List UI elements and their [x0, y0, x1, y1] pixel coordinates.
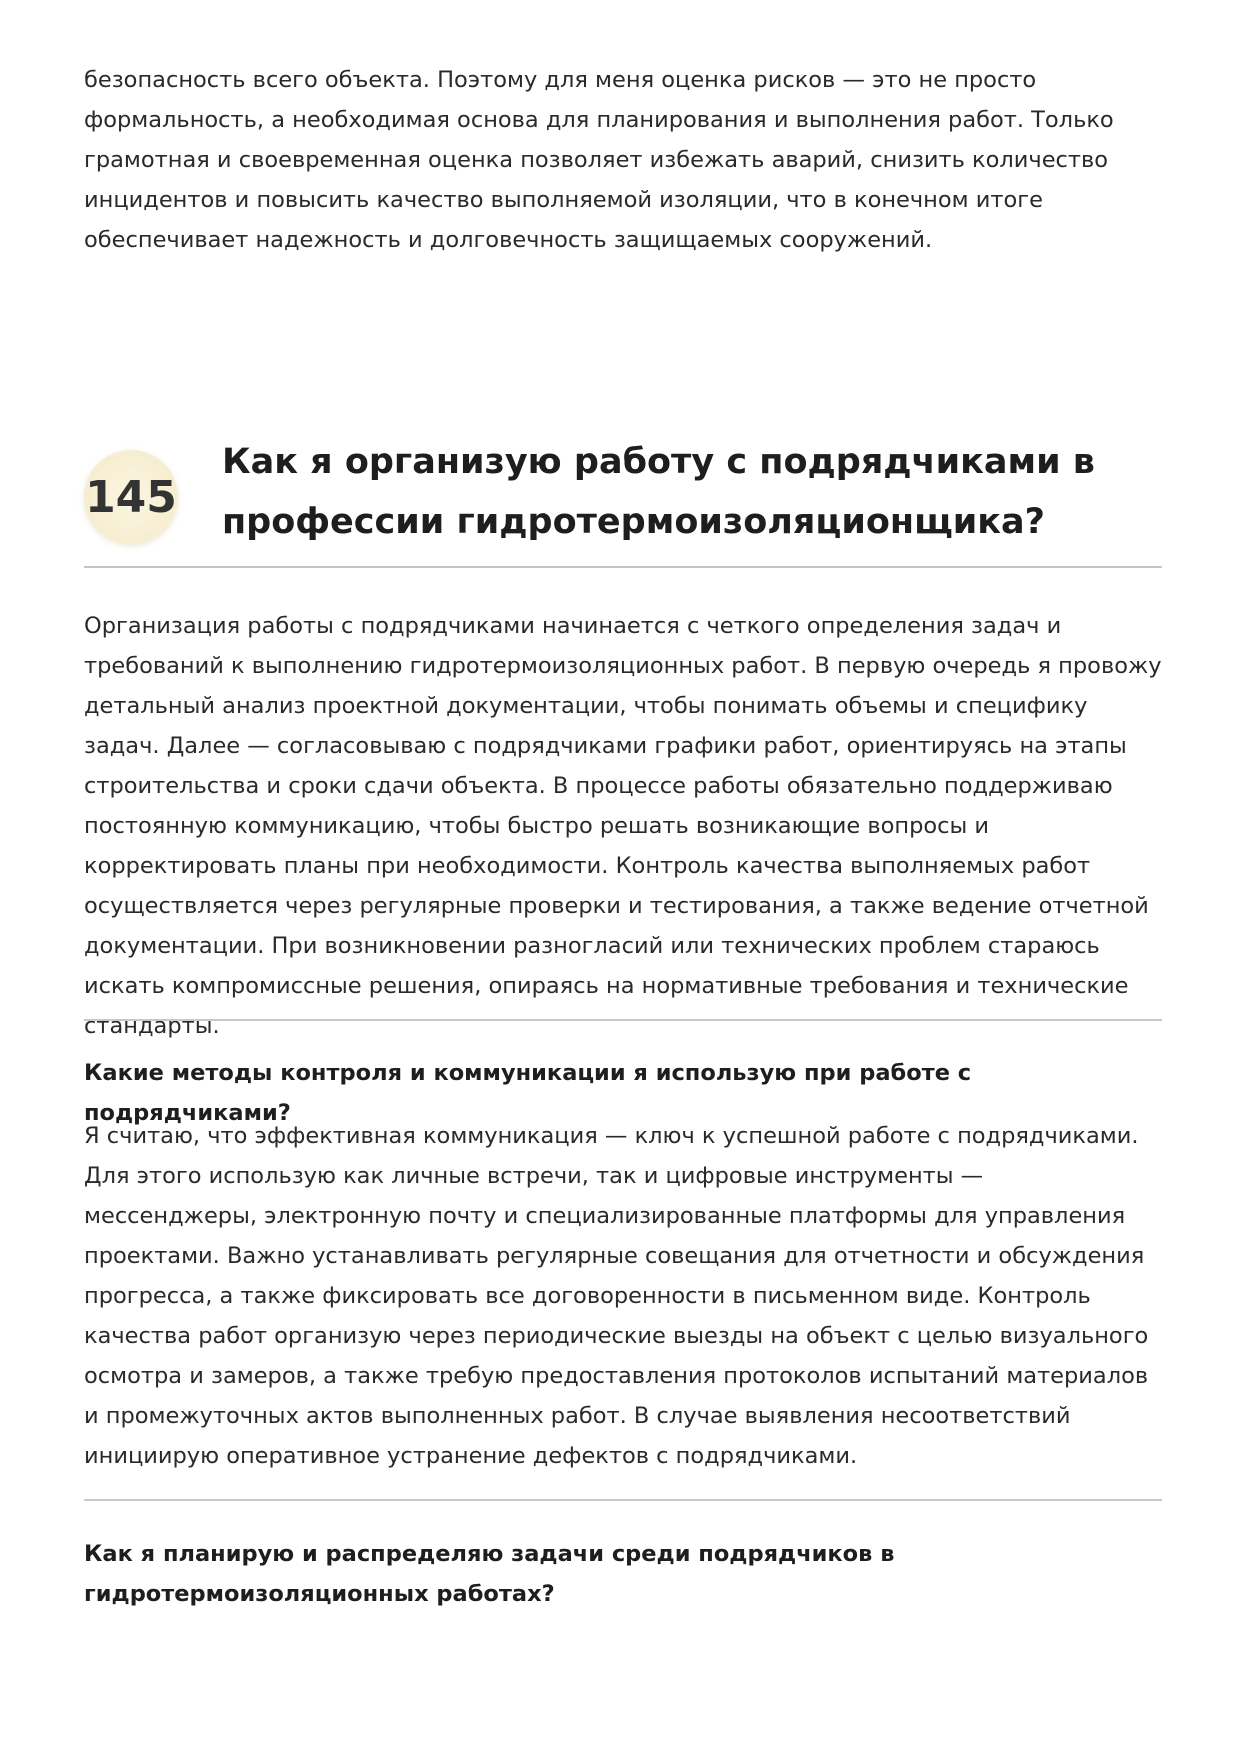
question-title: Как я организую работу с подрядчиками в профессии гидротермоизоляционщика? — [222, 432, 1162, 552]
subquestion-answer: Я считаю, что эффективная коммуникация — ключ к успешной работе с подрядчиками. Для этого использую как личные встречи, так и цифровые инструменты — мессенджеры, электронную почту и специализированные платформы для управления проектами. Важно устанавливать регулярные совещания для отчетности и обсуждения прогресса, а также фиксировать все договоренности в письменном виде. Контроль качества работ организую через периодические выезды на объект с целью визуального осмотра и замеров, а также требую предоставления протоколов испытаний материалов и промежуточных актов выполненных работ. В случае выявления несоответствий инициирую оперативное устранение дефектов с подрядчиками. — [84, 1123, 1149, 1469]
intro-paragraph: безопасность всего объекта. Поэтому для меня оценка рисков — это не просто формальность, а необходимая основа для планирования и выполнения работ. Только грамотная и своевременная оценка позволяет избежать аварий, снизить количество инцидентов и повысить качество выполняемой изоляции, что в конечном итоге обеспечивает надежность и долговечность защищаемых сооружений. — [84, 67, 1114, 253]
question-answer: Организация работы с подрядчиками начинается с четкого определения задач и требований к выполнению гидротермоизоляционных работ. В первую очередь я провожу детальный анализ проектной документации, чтобы понимать объемы и специфику задач. Далее — согласовываю с подрядчиками графики работ, ориентируясь на этапы строительства и сроки сдачи объекта. В процессе работы обязательно поддерживаю постоянную коммуникацию, чтобы быстро решать возникающие вопросы и корректировать планы при необходимости. Контроль качества выполняемых работ осуществляется через регулярные проверки и тестирования, а также ведение отчетной документации. При возникновении разногласий или технических проблем стараюсь искать компромиссные решения, опираясь на нормативные требования и технические стандарты. — [84, 613, 1162, 1039]
divider — [84, 1499, 1162, 1501]
divider — [84, 1019, 1162, 1021]
subquestion-title: Как я планирую и распределяю задачи среди подрядчиков в гидротермоизоляционных работах? — [84, 1541, 895, 1607]
subquestion-title: Какие методы контроля и коммуникации я использую при работе с подрядчиками? — [84, 1060, 972, 1126]
question-number-badge: 145 — [84, 450, 178, 544]
question-header — [84, 432, 1162, 568]
